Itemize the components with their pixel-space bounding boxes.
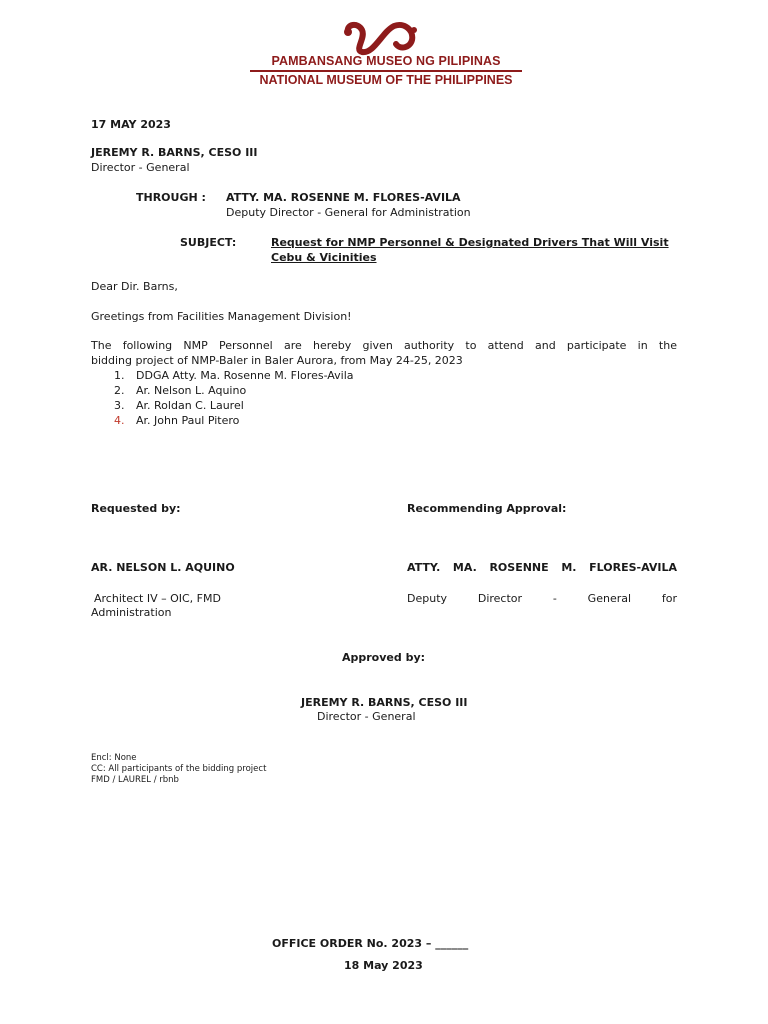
list-item-number: 1. [114, 369, 125, 382]
office-order-date: 18 May 2023 [344, 959, 423, 972]
list-item: Ar. Roldan C. Laurel [136, 399, 244, 412]
through-label: THROUGH : [136, 191, 206, 204]
requester-title: Architect IV – OIC, FMD [94, 592, 221, 605]
subject-label: SUBJECT: [180, 236, 237, 249]
greeting: Greetings from Facilities Management Division! [91, 310, 352, 323]
body-line2: bidding project of NMP-Baler in Baler Aurora, from May 24-25, 2023 [91, 354, 463, 367]
letterhead [250, 18, 522, 90]
cc-note: CC: All participants of the bidding project [91, 764, 267, 774]
approver-name: JEREMY R. BARNS, CESO III [301, 696, 468, 709]
header-line1: PAMBANSANG MUSEO NG PILIPINAS [271, 54, 501, 68]
through-title: Deputy Director - General for Administration [226, 206, 471, 219]
reference-initials: FMD / LAUREL / rbnb [91, 775, 179, 785]
requested-by-label: Requested by: [91, 502, 181, 515]
list-item: Ar. John Paul Pitero [136, 414, 240, 427]
header-line2: NATIONAL MUSEUM OF THE PHILIPPINES [259, 73, 513, 87]
recommending-approval-label: Recommending Approval: [407, 502, 567, 515]
museum-logo-icon [250, 18, 522, 58]
office-order-number: OFFICE ORDER No. 2023 – ______ [272, 937, 469, 950]
approved-by-label: Approved by: [342, 651, 426, 664]
recommender-title-continued: Administration [91, 606, 172, 619]
list-item-number: 3. [114, 399, 125, 412]
salutation: Dear Dir. Barns, [91, 280, 178, 293]
list-item: Ar. Nelson L. Aquino [136, 384, 247, 397]
subject-line1: Request for NMP Personnel & Designated Drivers That Will Visit [271, 236, 669, 249]
enclosure-note: Encl: None [91, 753, 137, 763]
body-line1: The following NMP Personnel are hereby given authority to attend and participate in the [91, 339, 677, 352]
header-divider [250, 70, 522, 72]
approver-title: Director - General [317, 710, 416, 723]
addressee-name: JEREMY R. BARNS, CESO III [91, 146, 258, 159]
requester-name: AR. NELSON L. AQUINO [91, 561, 235, 574]
addressee-title: Director - General [91, 161, 190, 174]
subject-line2: Cebu & Vicinities [271, 251, 377, 264]
list-item-number: 4. [114, 414, 125, 427]
list-item: DDGA Atty. Ma. Rosenne M. Flores-Avila [136, 369, 354, 382]
recommender-name: ATTY. MA. ROSENNE M. FLORES-AVILA [407, 561, 677, 574]
list-item-number: 2. [114, 384, 125, 397]
letter-date: 17 MAY 2023 [91, 118, 171, 131]
through-name: ATTY. MA. ROSENNE M. FLORES-AVILA [226, 191, 461, 204]
recommender-title: Deputy Director - General for [407, 592, 677, 605]
